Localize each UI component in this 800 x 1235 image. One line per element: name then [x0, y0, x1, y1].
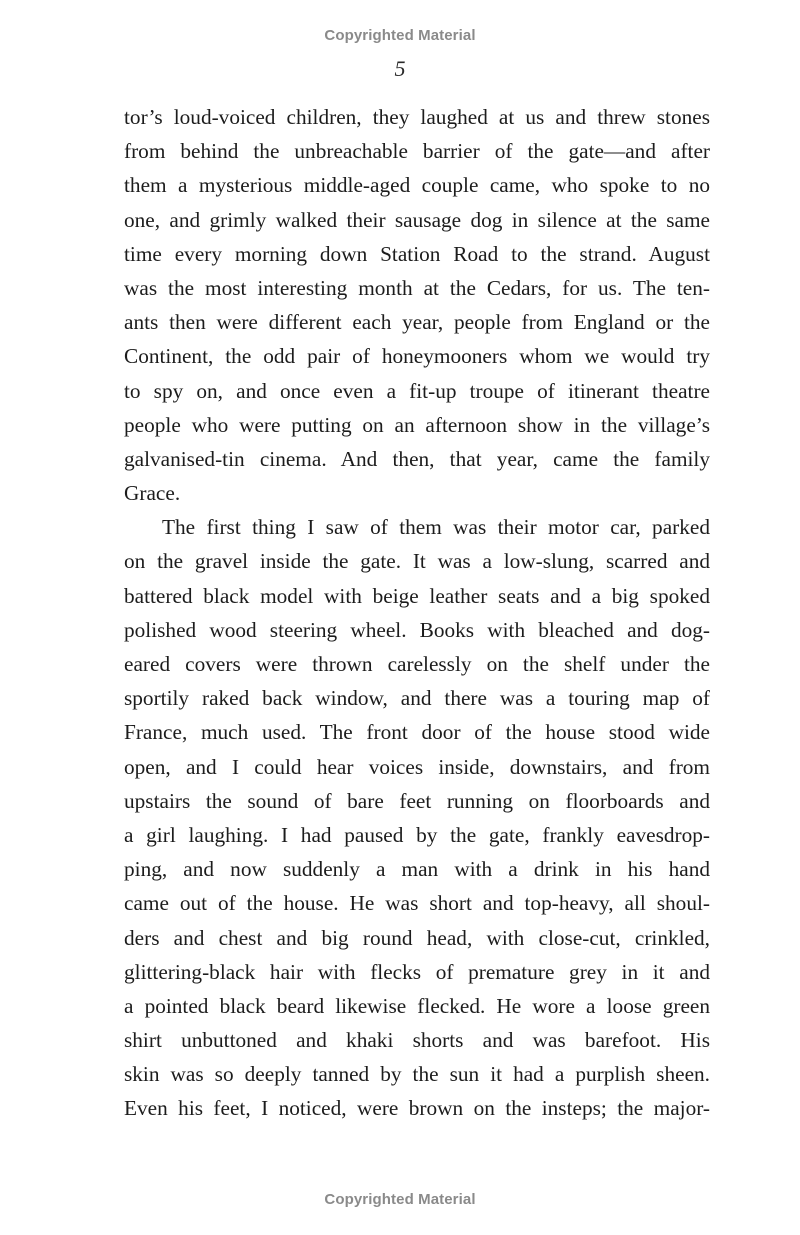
text-line: came out of the house. He was short and top-heavy, all shoul-: [124, 891, 710, 916]
text-line: tor’s loud-voiced children, they laughed at us and threw stones: [124, 105, 710, 129]
text-line: was the most interesting month at the Cedars, for us. The ten-: [124, 275, 710, 300]
text-line: upstairs the sound of bare feet running on floorboards and: [124, 788, 710, 813]
page-body: [124, 100, 710, 1126]
text-line: open, and I could hear voices inside, downstairs, and from: [124, 754, 710, 779]
text-line: a girl laughing. I had paused by the gate, frankly eavesdrop-: [124, 822, 710, 847]
text-line: ders and chest and big round head, with close-cut, crinkled,: [124, 925, 710, 950]
text-line: skin was so deeply tanned by the sun it had a purplish sheen.: [124, 1062, 710, 1087]
text-line: polished wood steering wheel. Books with bleached and dog-: [124, 617, 710, 642]
text-line: sportily raked back window, and there was a touring map of: [124, 686, 710, 711]
text-line: Even his feet, I noticed, were brown on the insteps; the major-: [124, 1096, 710, 1121]
header-watermark: Copyrighted Material: [324, 27, 476, 44]
text-line: shirt unbuttoned and khaki shorts and was barefoot. His: [124, 1028, 710, 1053]
text-line: battered black model with beige leather seats and a big spoked: [124, 583, 710, 608]
text-line: to spy on, and once even a fit-up troupe of itinerant theatre: [124, 378, 710, 403]
text-line: people who were putting on an afternoon show in the village’s: [124, 412, 710, 437]
text-line: ping, and now suddenly a man with a drink in his hand: [124, 857, 710, 882]
text-line: a pointed black beard likewise flecked. He wore a loose green: [124, 993, 710, 1018]
text-line: Grace.: [124, 481, 181, 506]
text-line: galvanised-tin cinema. And then, that year, came the family: [124, 446, 710, 471]
text-line: ants then were different each year, people from England or the: [124, 310, 710, 335]
text-line: eared covers were thrown carelessly on the shelf under the: [124, 652, 710, 676]
text-line: on the gravel inside the gate. It was a low-slung, scarred and: [124, 549, 710, 574]
text-line: France, much used. The front door of the house stood wide: [124, 720, 710, 745]
paragraph-2: [124, 510, 710, 1125]
text-line: glittering-black hair with flecks of premature grey in it and: [124, 959, 710, 984]
text-line: them a mysterious middle-aged couple came, who spoke to no: [124, 173, 710, 198]
text-line: time every morning down Station Road to the strand. August: [124, 241, 710, 266]
text-line: The first thing I saw of them was their motor car, parked: [162, 515, 710, 540]
text-line: one, and grimly walked their sausage dog in silence at the same: [124, 207, 710, 232]
paragraph-1: [124, 100, 710, 510]
page-number: 5: [394, 56, 406, 81]
footer-watermark: Copyrighted Material: [324, 1191, 476, 1208]
text-line: from behind the unbreachable barrier of the gate—and after: [124, 139, 710, 164]
text-line: Continent, the odd pair of honeymooners whom we would try: [124, 344, 710, 369]
